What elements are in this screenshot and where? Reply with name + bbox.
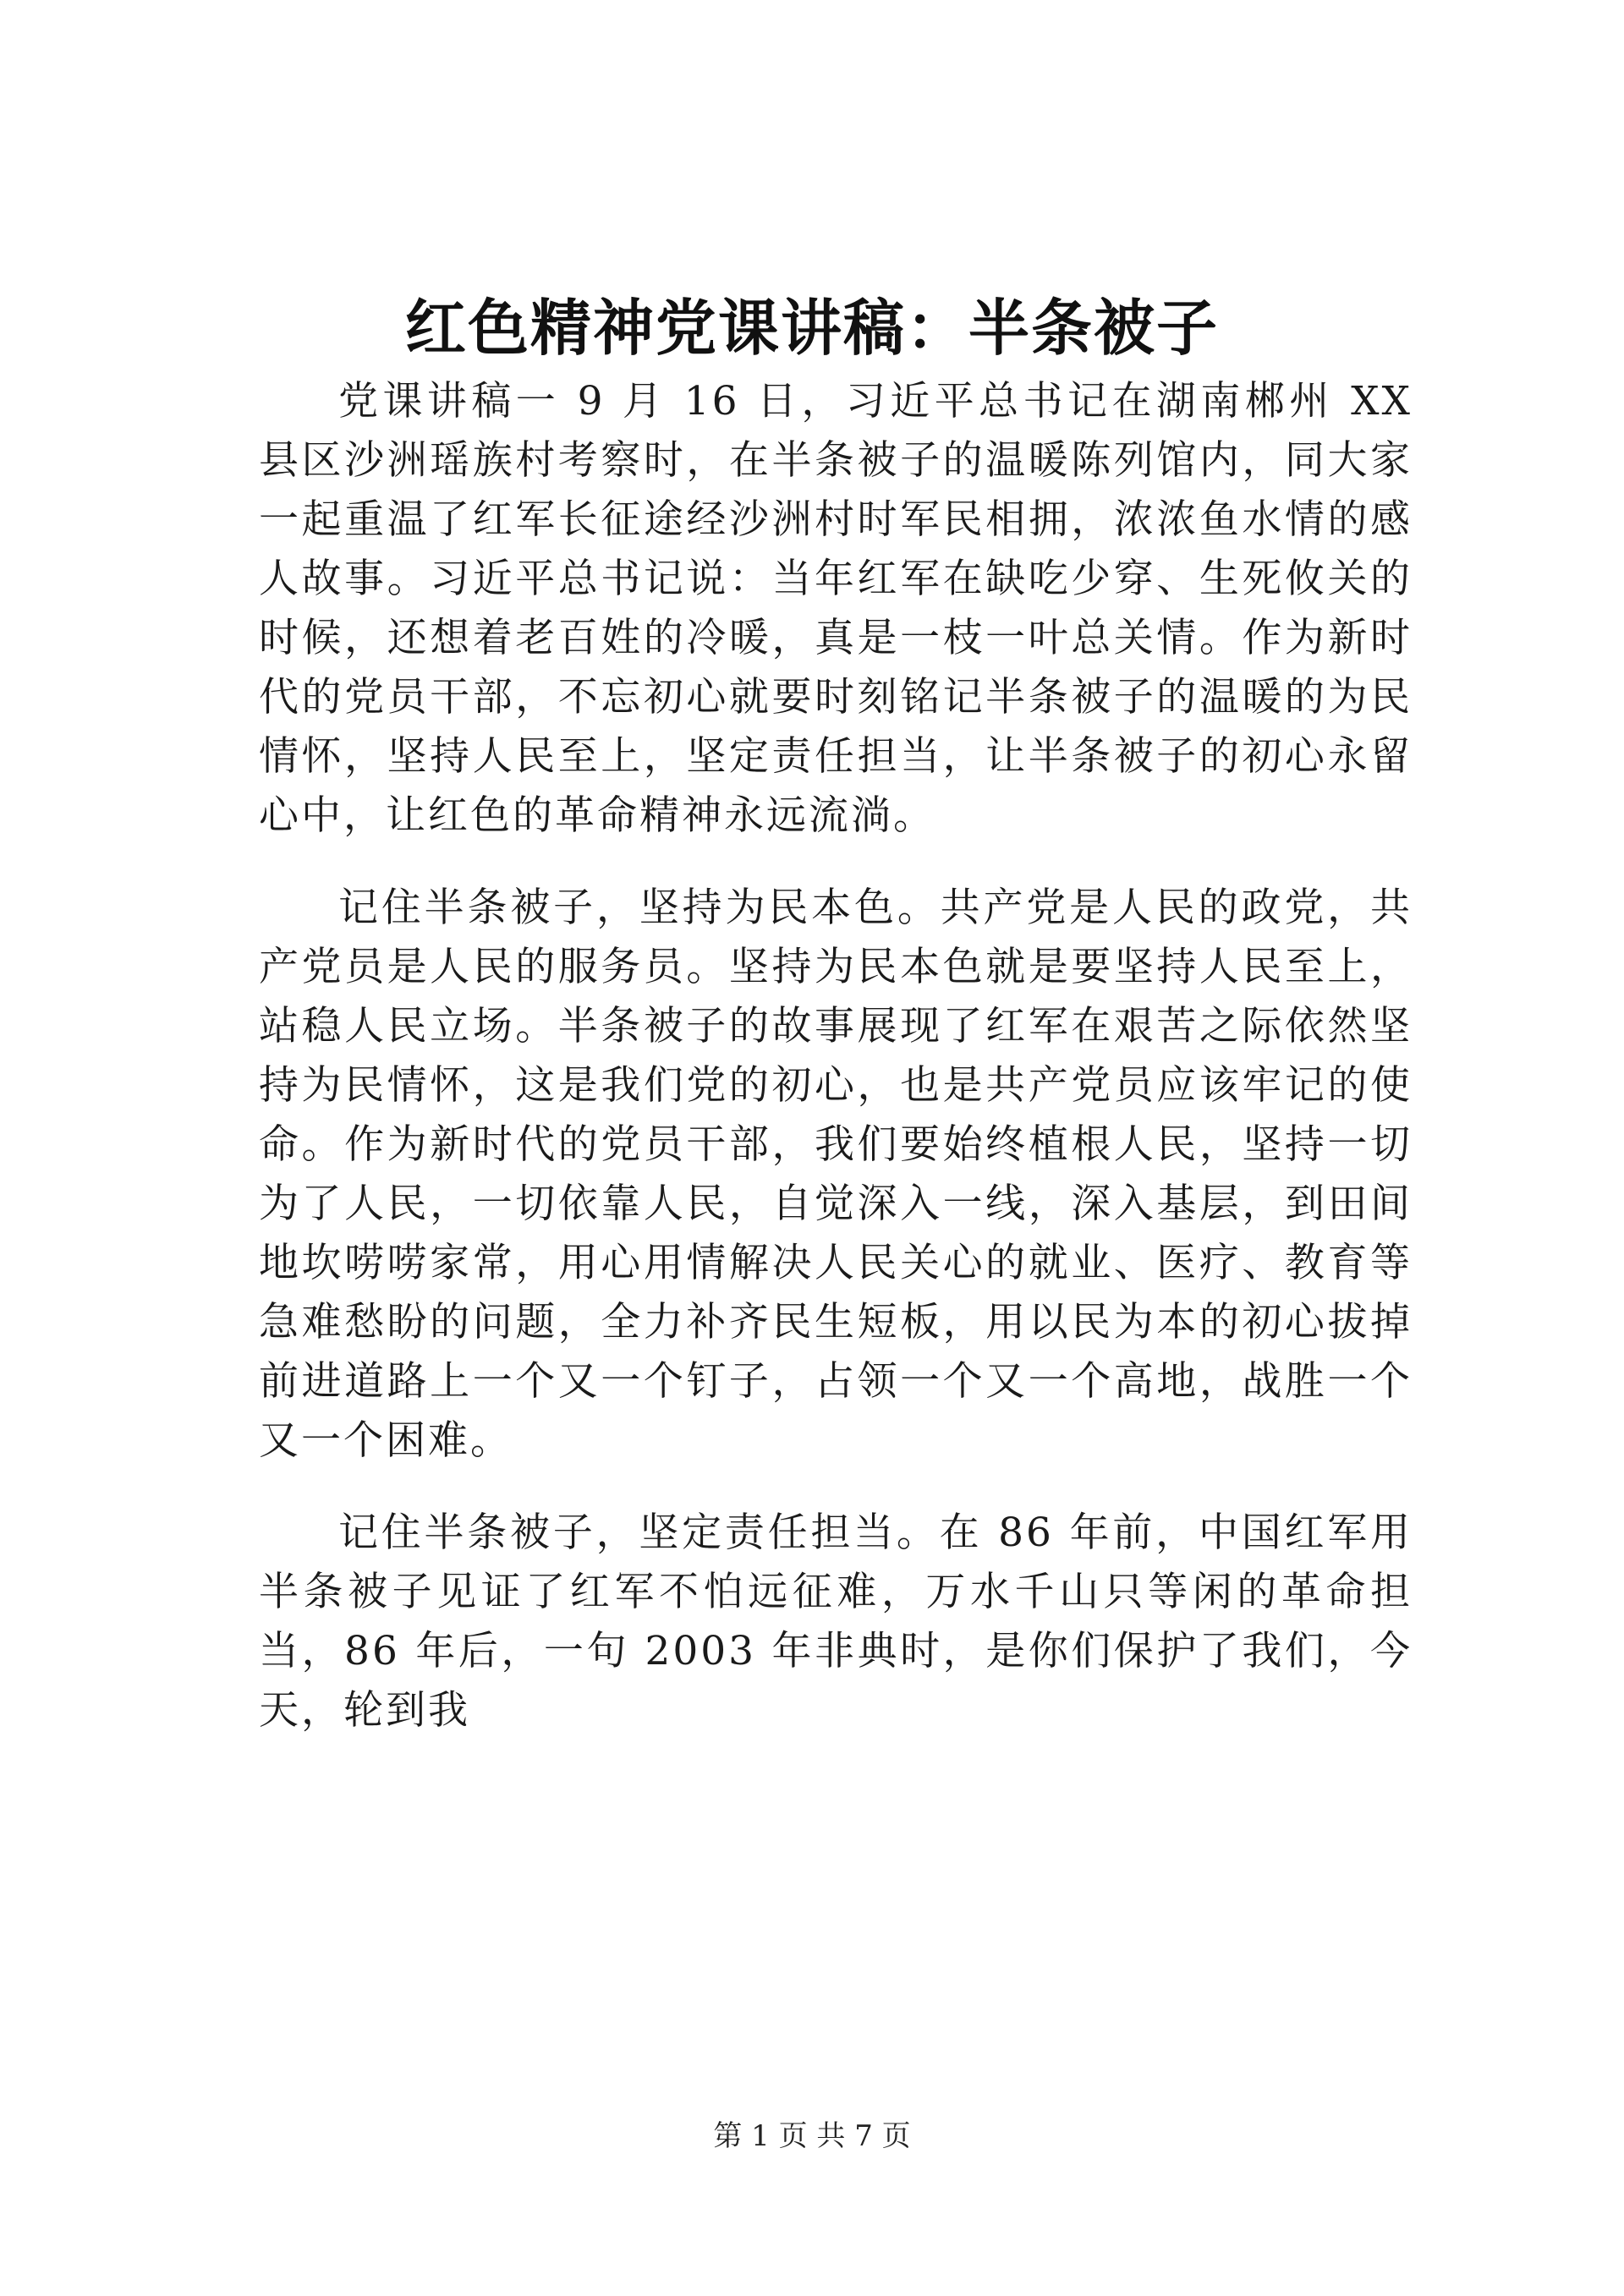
paragraph-3: 记住半条被子，坚定责任担当。在 86 年前，中国红军用半条被子见证了红军不怕远征难，万水千山只等闲的革命担当，86 年后，一句 2003 年非典时，是你们保护了我们，今天，轮到我 xyxy=(259,1510,1413,1734)
paragraph-1: 党课讲稿一 9 月 16 日，习近平总书记在湖南郴州 XX 县区沙洲瑶族村考察时，在半条被子的温暖陈列馆内，同大家一起重温了红军长征途经沙洲村时军民相拥，浓浓鱼水情的感人故事。习近平总书记说：当年红军在缺吃少穿、生死攸关的时候，还想着老百姓的冷暖，真是一枝一叶总关情。作为新时代的党员干部，不忘初心就要时刻铭记半条被子的温暖的为民情怀，坚持人民至上，坚定责任担当，让半条被子的初心永留心中，让红色的革命精神永远流淌。 xyxy=(259,378,1413,839)
document-title: 红色精神党课讲稿：半条被子 xyxy=(404,292,1219,364)
paragraph-2: 记住半条被子，坚持为民本色。共产党是人民的政党，共产党员是人民的服务员。坚持为民本色就是要坚持人民至上，站稳人民立场。半条被子的故事展现了红军在艰苦之际依然坚持为民情怀，这是我们党的初心，也是共产党员应该牢记的使命。作为新时代的党员干部，我们要始终植根人民，坚持一切为了人民，一切依靠人民，自觉深入一线，深入基层，到田间地坎唠唠家常，用心用情解决人民关心的就业、医疗、教育等急难愁盼的问题，全力补齐民生短板，用以民为本的初心拔掉前进道路上一个又一个钉子，占领一个又一个高地，战胜一个又一个困难。 xyxy=(259,885,1413,1464)
page-number-footer: 第 1 页 共 7 页 xyxy=(713,2119,911,2153)
document-body xyxy=(259,372,1413,1740)
